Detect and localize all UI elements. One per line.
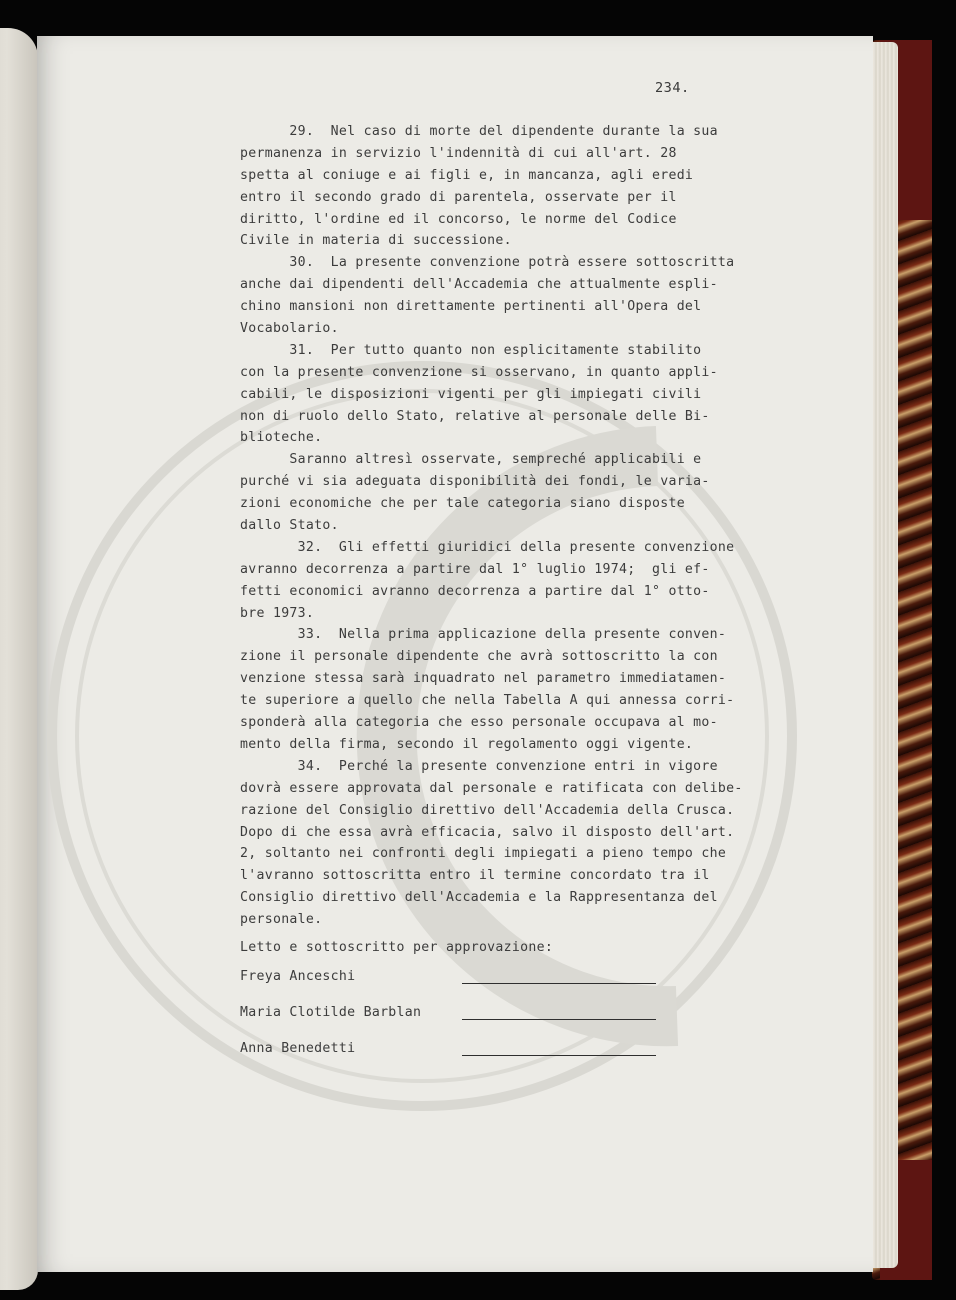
text-line: entro il secondo grado di parentela, osservate per il — [240, 189, 677, 205]
text-line: cabili, le disposizioni vigenti per gli impiegati civili — [240, 386, 702, 402]
text-line: spetta al coniuge e ai figli e, in mancanza, agli eredi — [240, 167, 694, 183]
document-page — [37, 36, 873, 1272]
signature-line — [462, 983, 656, 984]
signature-row — [240, 969, 800, 1005]
text-line: mento della firma, secondo il regolamento oggi vigente. — [240, 736, 694, 752]
signatory-name: Anna Benedetti — [240, 1041, 356, 1056]
text-line: fetti economici avranno decorrenza a partire dal 1° otto- — [240, 583, 710, 599]
text-line: 29. Nel caso di morte del dipendente durante la sua — [240, 124, 718, 139]
text-line: dovrà essere approvata dal personale e ratificata con delibe- — [240, 780, 743, 796]
text-line: l'avranno sottoscritta entro il termine concordato tra il — [240, 868, 710, 884]
text-line: Civile in materia di successione. — [240, 233, 512, 249]
text-line: diritto, l'ordine ed il concorso, le norme del Codice — [240, 211, 677, 227]
signature-intro: Letto e sottoscritto per approvazione: — [240, 940, 554, 955]
text-line: zione il personale dipendente che avrà sottoscritto la con — [240, 649, 718, 665]
signatory-name: Freya Anceschi — [240, 969, 356, 984]
text-line: 32. Gli effetti giuridici della presente convenzione — [240, 539, 735, 555]
text-line: Dopo di che essa avrà efficacia, salvo il disposto dell'art. — [240, 824, 735, 840]
signature-line — [462, 1055, 656, 1056]
signature-block — [240, 940, 800, 1077]
text-line: avranno decorrenza a partire dal 1° luglio 1974; gli ef- — [240, 561, 710, 577]
text-line: personale. — [240, 912, 323, 928]
text-line: 34. Perché la presente convenzione entri in vigore — [240, 758, 718, 774]
text-line: 31. Per tutto quanto non esplicitamente stabilito — [240, 342, 702, 358]
text-line: chino mansioni non direttamente pertinenti all'Opera del — [240, 299, 702, 315]
text-line: Saranno altresì osservate, sempreché applicabili e — [240, 452, 702, 468]
text-line: bre 1973. — [240, 605, 315, 621]
text-line: permanenza in servizio l'indennità di cui all'art. 28 — [240, 145, 677, 161]
text-line: sponderà alla categoria che esso personale occupava al mo- — [240, 715, 718, 731]
text-line: 30. La presente convenzione potrà essere sottoscritta — [240, 255, 735, 271]
text-line: venzione stessa sarà inquadrato nel parametro immediatamen- — [240, 671, 727, 687]
text-line: anche dai dipendenti dell'Accademia che attualmente espli- — [240, 277, 718, 293]
body-text — [240, 121, 800, 931]
text-line: 2, soltanto nei confronti degli impiegati a pieno tempo che — [240, 846, 727, 862]
text-line: blioteche. — [240, 430, 323, 446]
text-line: te superiore a quello che nella Tabella A qui annessa corri- — [240, 693, 735, 709]
signatory-name: Maria Clotilde Barblan — [240, 1005, 422, 1020]
signature-row — [240, 1005, 800, 1041]
text-line: dallo Stato. — [240, 518, 339, 534]
text-line: Vocabolario. — [240, 321, 339, 337]
text-line: 33. Nella prima applicazione della presente conven- — [240, 627, 727, 643]
text-line: con la presente convenzione si osservano, in quanto appli- — [240, 364, 718, 380]
text-line: zioni economiche che per tale categoria siano disposte — [240, 496, 685, 512]
signature-line — [462, 1019, 656, 1020]
text-line: razione del Consiglio direttivo dell'Accademia della Crusca. — [240, 802, 735, 818]
text-line: Consiglio direttivo dell'Accademia e la Rappresentanza del — [240, 890, 718, 906]
left-page-edge — [0, 28, 38, 1290]
signature-row — [240, 1041, 800, 1077]
text-line: purché vi sia adeguata disponibilità dei fondi, le varia- — [240, 474, 710, 490]
page-number: 234. — [655, 80, 690, 96]
text-line: non di ruolo dello Stato, relative al personale delle Bi- — [240, 408, 710, 424]
